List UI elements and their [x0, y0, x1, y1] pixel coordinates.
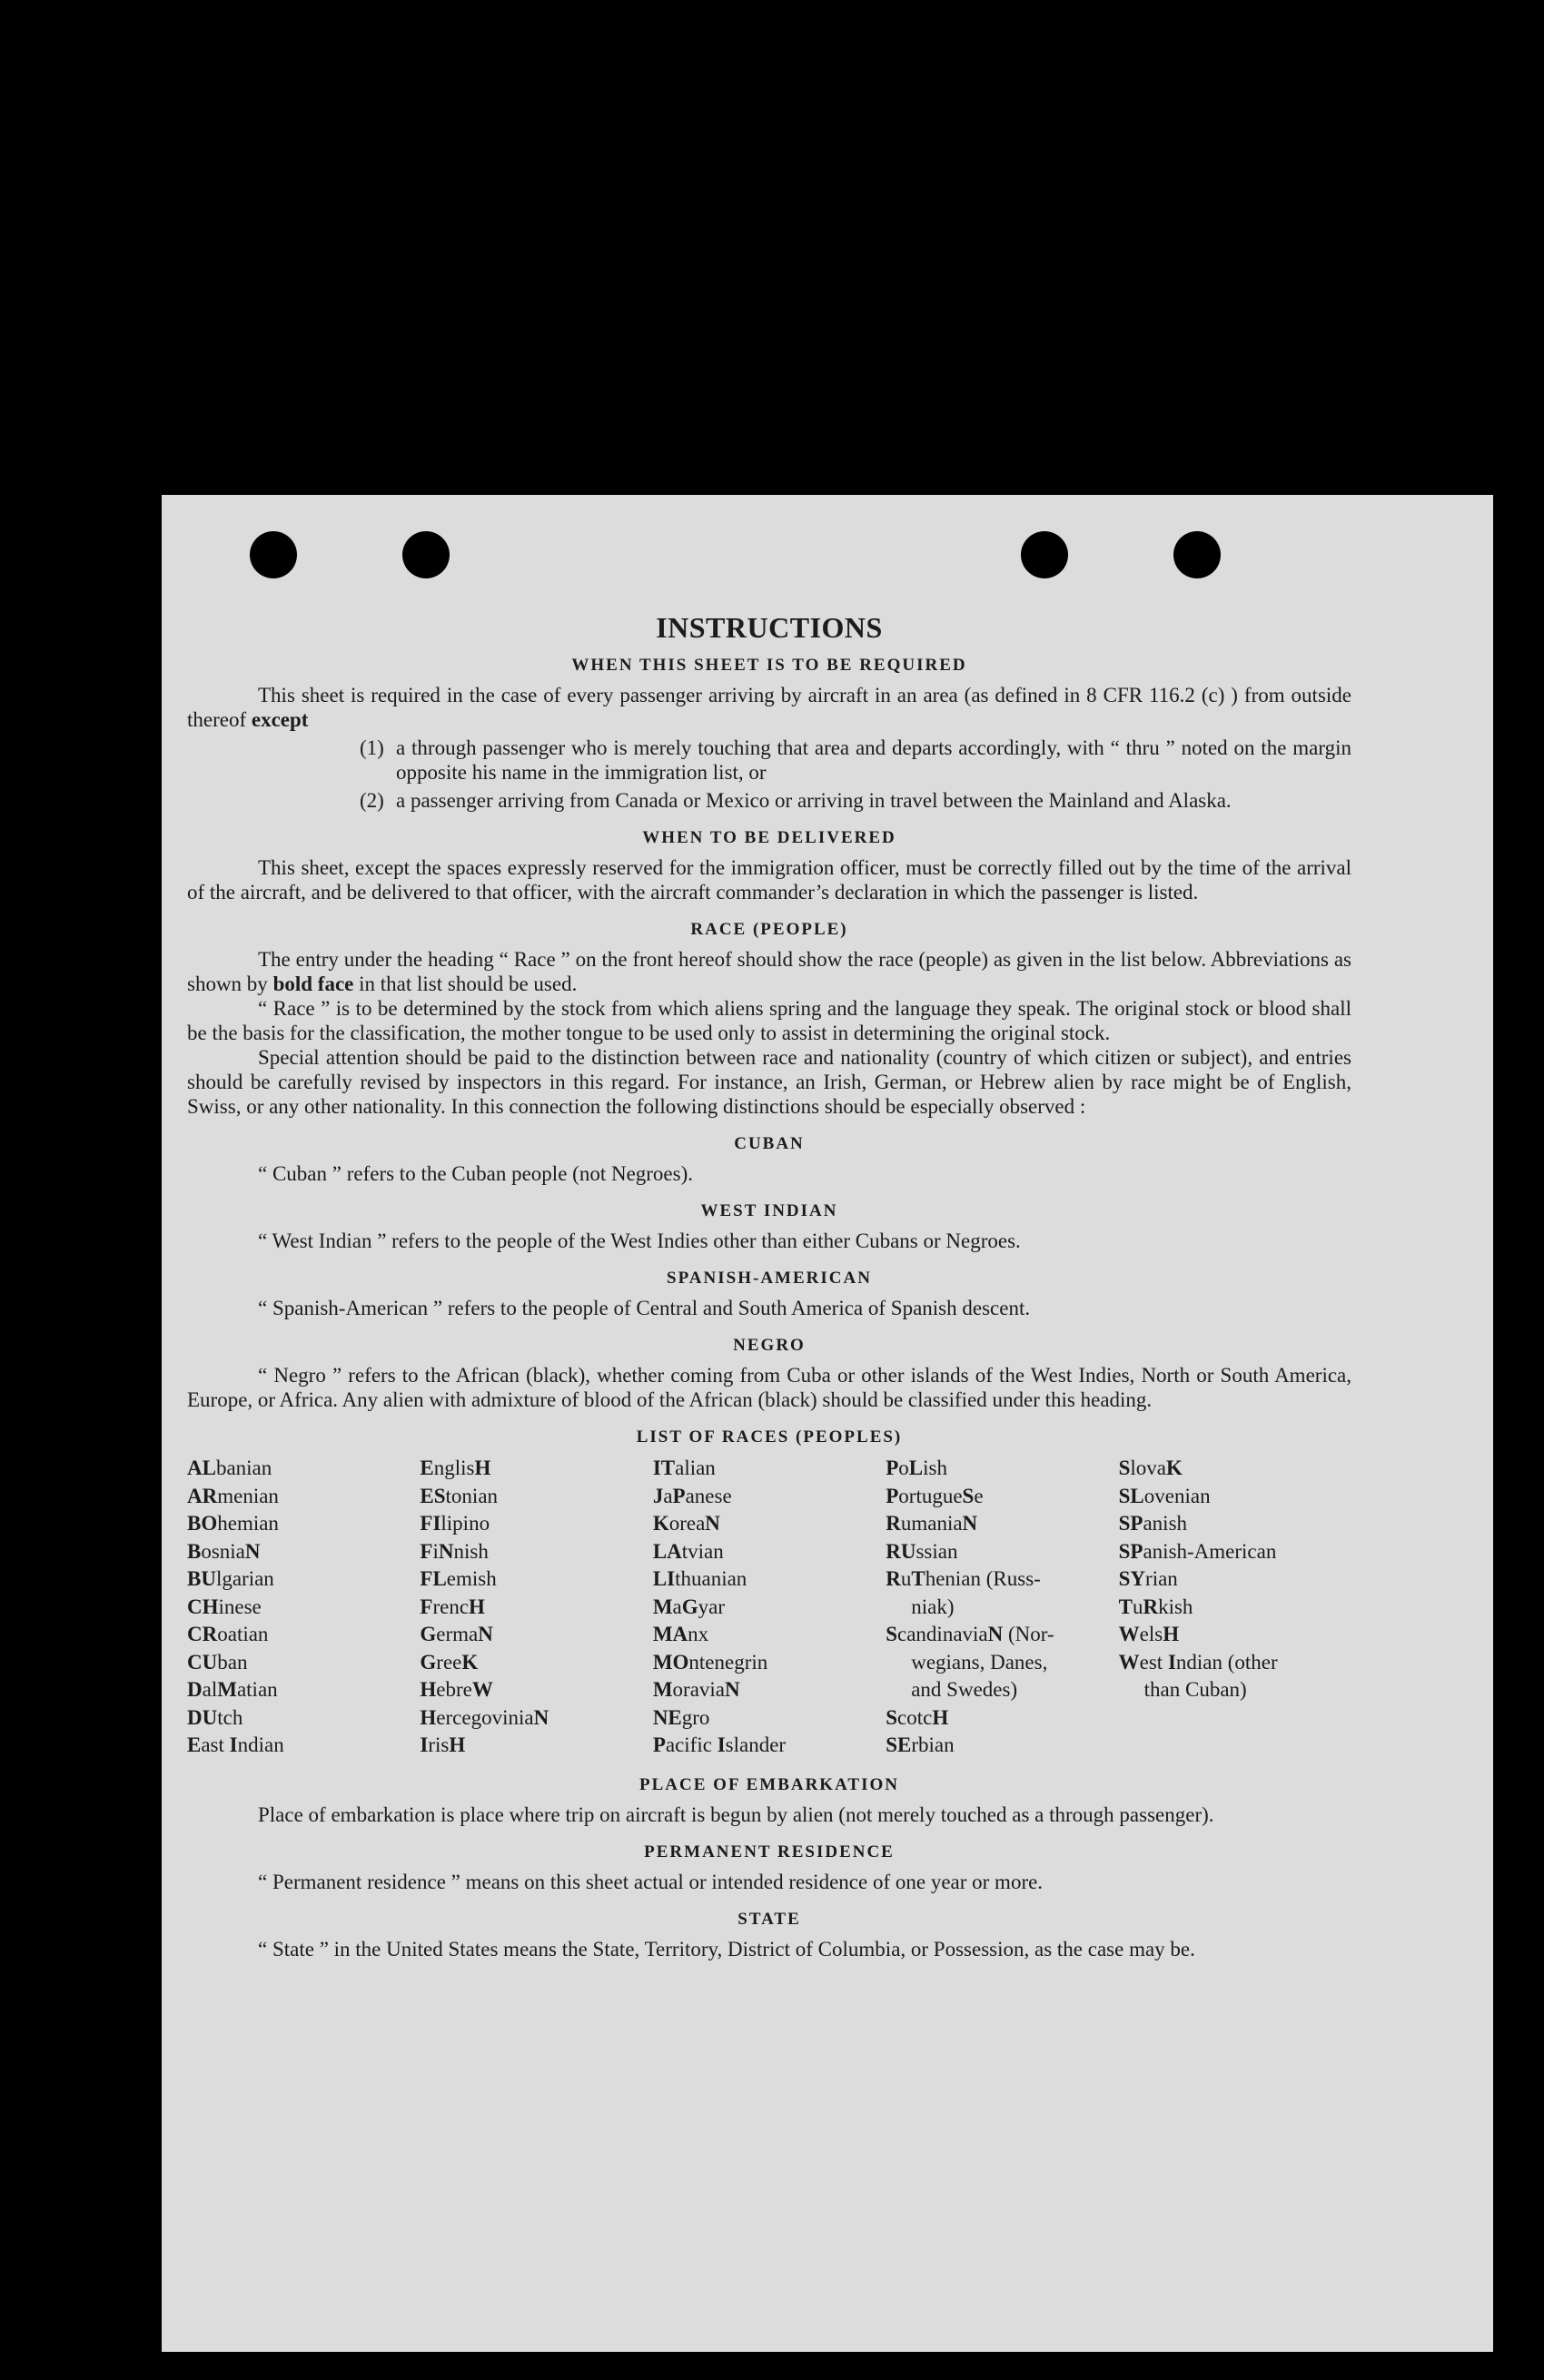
race-entry: GermaN: [420, 1623, 493, 1645]
race-entry: BUlgarian: [187, 1567, 274, 1590]
race-entry: CHinese: [187, 1595, 262, 1618]
section-heading-state: STATE: [737, 1909, 801, 1929]
race-entry: SlovaK: [1118, 1457, 1183, 1479]
race-entry: LAtvian: [652, 1539, 724, 1563]
race-column: [653, 1455, 886, 1760]
section-heading-delivered: WHEN TO BE DELIVERED: [642, 828, 896, 847]
state-text: “ State ” in the United States means the State, Territory, District of Columbia, or Possession, as the case may be.: [258, 1937, 1195, 1960]
race-entry: CRoatian: [187, 1623, 269, 1645]
race-entry: ARmenian: [187, 1484, 279, 1507]
race-entry: SErbian: [886, 1733, 955, 1756]
page-title: INSTRUCTIONS: [656, 611, 883, 644]
document-page: [162, 495, 1493, 2352]
race-entry: BOhemian: [187, 1512, 279, 1535]
race-entry: HercegoviniaN: [420, 1705, 549, 1729]
race-entry: SPanish: [1118, 1512, 1188, 1535]
punch-hole: [250, 531, 297, 578]
race-entry: West Indian (other: [1118, 1650, 1278, 1674]
race-entry: wegians, Danes,: [911, 1650, 1048, 1674]
race-entry: EnglisH: [420, 1457, 491, 1479]
race-entry: and Swedes): [911, 1678, 1018, 1701]
race-paragraph-2: “ Race ” is to be determined by the stock from which aliens spring and the language they speak. The original stock or blood shall be the basis for the classification, the mother tongue to be used only to assist in determining the original stock.: [187, 997, 1351, 1044]
race-entry: DUtch: [187, 1705, 243, 1729]
instructions-content: [187, 611, 1351, 1961]
race-entry: MAnx: [652, 1623, 709, 1645]
race-entry: BosniaN: [187, 1539, 261, 1563]
exception-item-2: (2) a passenger arriving from Canada or Mexico or arriving in travel between the Mainland and Alaska.: [360, 789, 1232, 812]
race-entry: ALbanian: [187, 1457, 272, 1479]
race-entry: HebreW: [420, 1678, 493, 1701]
section-heading-spanish-american: SPANISH-AMERICAN: [667, 1269, 872, 1288]
race-entry: LIthuanian: [652, 1567, 747, 1590]
race-paragraph-3: Special attention should be paid to the distinction between race and nationality (country of which citizen or subject), and entries should be carefully revised by inspectors in this regard. For instance, an Irish, German, or Hebrew alien by race might be of English, Swiss, or any other nationality. In this connection the following distinctions should be especially observed :: [187, 1046, 1351, 1118]
section-heading-required: WHEN THIS SHEET IS TO BE REQUIRED: [571, 656, 967, 675]
race-entry: EStonian: [420, 1484, 499, 1507]
residence-text: “ Permanent residence ” means on this sheet actual or intended residence of one year or more.: [258, 1870, 1044, 1893]
race-entry: ITalian: [652, 1457, 716, 1479]
cuban-text: “ Cuban ” refers to the Cuban people (not Negroes).: [258, 1162, 694, 1185]
race-entry: RuThenian (Russ-: [886, 1567, 1041, 1590]
race-entry: RumaniaN: [886, 1512, 978, 1535]
west-indian-text: “ West Indian ” refers to the people of the West Indies other than either Cubans or Negroes.: [258, 1230, 1021, 1252]
section-heading-embarkation: PLACE OF EMBARKATION: [639, 1774, 899, 1794]
race-entry: GreeK: [420, 1650, 479, 1674]
race-entry: FLemish: [420, 1567, 497, 1590]
embarkation-text: Place of embarkation is place where trip on aircraft is begun by alien (not merely touched as a through passenger).: [258, 1802, 1214, 1826]
race-entry: DalMatian: [187, 1678, 278, 1701]
delivered-text: This sheet, except the spaces expressly reserved for the immigration officer, must be correctly filled out by the time of the arrival of the aircraft, and be delivered to that officer, with the aircraft commander’s declaration in which the passenger is listed.: [187, 856, 1351, 904]
race-entry: KoreaN: [652, 1512, 720, 1535]
race-entry: MoraviaN: [652, 1678, 740, 1701]
punch-hole: [1021, 531, 1068, 578]
race-entry: IrisH: [420, 1733, 466, 1756]
race-entry: FiNnish: [420, 1539, 489, 1563]
punch-hole: [1173, 531, 1221, 578]
section-heading-residence: PERMANENT RESIDENCE: [644, 1842, 895, 1862]
race-entry: RUssian: [886, 1539, 958, 1563]
race-entry: ScandinaviaN (Nor-: [886, 1623, 1054, 1645]
punch-hole: [402, 531, 450, 578]
race-entry: SPanish-American: [1118, 1539, 1277, 1563]
race-entry: than Cuban): [1143, 1678, 1247, 1701]
section-heading-cuban: CUBAN: [734, 1134, 805, 1153]
race-entry: SYrian: [1118, 1567, 1178, 1590]
race-entry: WelsH: [1118, 1623, 1180, 1645]
race-entry: Pacific Islander: [652, 1733, 787, 1756]
exception-item-1: (1) a through passenger who is merely touching that area and departs accordingly, with “ thru ” noted on the margin opposite his name in the immigration list, or: [360, 736, 1351, 784]
race-entry: JaPanese: [652, 1484, 732, 1507]
race-column: [187, 1455, 420, 1760]
race-entry: ScotcH: [886, 1705, 949, 1729]
race-entry: MaGyar: [652, 1595, 726, 1618]
section-heading-list-of-races: LIST OF RACES (PEOPLES): [636, 1427, 903, 1447]
section-heading-west-indian: WEST INDIAN: [700, 1201, 838, 1220]
race-entry: TuRkish: [1118, 1595, 1193, 1618]
negro-text: “ Negro ” refers to the African (black), whether coming from Cuba or other islands of the West Indies, North or South America, Europe, or Africa. Any alien with admixture of blood of the African (black) should be classified under this heading.: [187, 1364, 1351, 1411]
race-entry: NEgro: [652, 1705, 710, 1729]
race-entry: PoLish: [886, 1457, 947, 1479]
race-entry: FrencH: [420, 1595, 485, 1618]
race-entry: East Indian: [187, 1733, 284, 1756]
section-heading-negro: NEGRO: [733, 1336, 806, 1355]
race-entry: niak): [911, 1595, 955, 1618]
race-entry: FIlipino: [420, 1512, 490, 1535]
race-column: [886, 1455, 1118, 1760]
required-intro: This sheet is required in the case of every passenger arriving by aircraft in an area (as defined in 8 CFR 116.2 (c) ) from outside thereof except: [187, 684, 1351, 731]
race-column: [1119, 1455, 1351, 1760]
race-entry: CUban: [187, 1650, 248, 1674]
race-paragraph-1: The entry under the heading “ Race ” on the front hereof should show the race (people) as given in the list below. Abbreviations as shown by bold face in that list should be used.: [187, 948, 1351, 995]
section-heading-race: RACE (PEOPLE): [690, 920, 848, 939]
race-entry: PortugueSe: [886, 1484, 984, 1507]
race-column: [420, 1455, 652, 1760]
spanish-american-text: “ Spanish-American ” refers to the people of Central and South America of Spanish descent.: [258, 1297, 1031, 1319]
race-entry: SLovenian: [1118, 1484, 1211, 1507]
race-list: [187, 1455, 1351, 1760]
race-entry: MOntenegrin: [652, 1650, 768, 1674]
